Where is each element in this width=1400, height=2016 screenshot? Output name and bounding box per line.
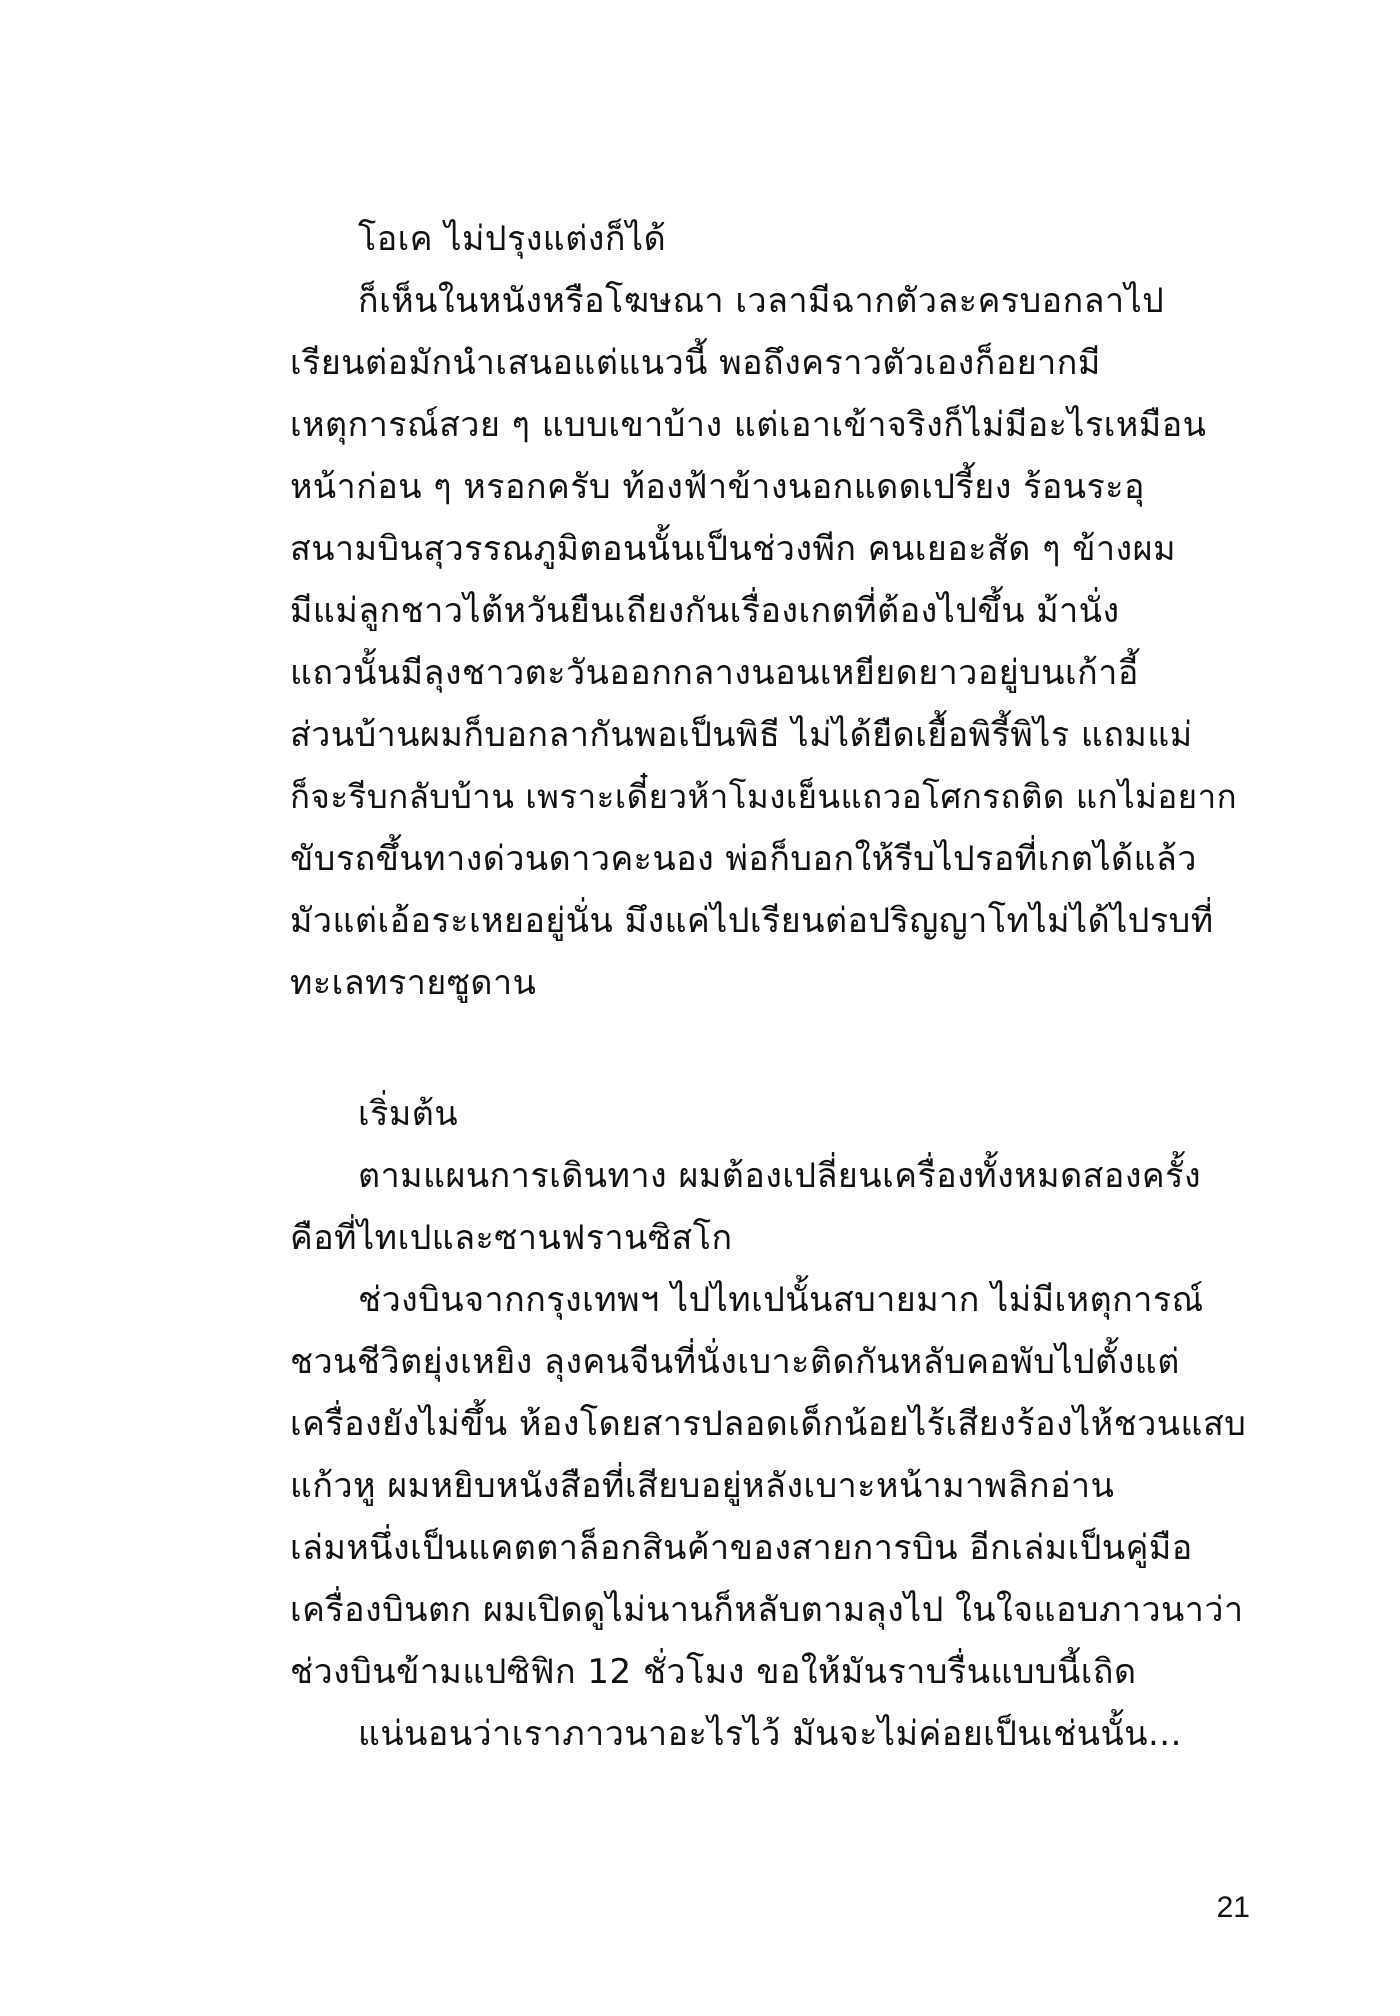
page-number: 21: [1216, 1891, 1250, 1924]
paragraph-line: ชวนชีวิตยุ่งเหยิง ลุงคนจีนที่นั่งเบาะติดกันหลับคอพับไปตั้งแต่: [290, 1342, 1180, 1382]
section-two-heading: เริ่มต้น: [358, 1094, 459, 1134]
paragraph-line: มีแม่ลูกชาวไต้หวันยืนเถียงกันเรื่องเกตที่ต้องไปขึ้น ม้านั่ง: [290, 591, 1120, 631]
paragraph-line: ก็เห็นในหนังหรือโฆษณา เวลามีฉากตัวละครบอกลาไป: [358, 281, 1165, 321]
paragraph-line: ทะเลทรายซูดาน: [290, 963, 537, 1003]
paragraph-line: คือที่ไทเปและซานฟรานซิสโก: [290, 1218, 733, 1258]
paragraph-line: ส่วนบ้านผมก็บอกลากันพอเป็นพิธี ไม่ได้ยืดเยื้อพิรี้พิไร แถมแม่: [290, 715, 1193, 755]
paragraph-line: ตามแผนการเดินทาง ผมต้องเปลี่ยนเครื่องทั้งหมดสองครั้ง: [358, 1156, 1202, 1196]
paragraph-line: สนามบินสุวรรณภูมิตอนนั้นเป็นช่วงพีก คนเยอะสัด ๆ ข้างผม: [290, 529, 1176, 569]
paragraph-line: ก็จะรีบกลับบ้าน เพราะเดี๋ยวห้าโมงเย็นแถวอโศกรถติด แกไม่อยาก: [290, 777, 1238, 816]
paragraph-line: เรียนต่อมักนำเสนอแต่แนวนี้ พอถึงคราวตัวเองก็อยากมี: [290, 343, 1101, 383]
section-one-heading: โอเค ไม่ปรุงแต่งก็ได้: [358, 219, 667, 259]
paragraph-line: ช่วงบินข้ามแปซิฟิก 12 ชั่วโมง ขอให้มันราบรื่นแบบนี้เถิด: [290, 1652, 1137, 1692]
paragraph-line: หน้าก่อน ๆ หรอกครับ ท้องฟ้าข้างนอกแดดเปรี้ยง ร้อนระอุ: [290, 467, 1145, 507]
paragraph-line: เครื่องบินตก ผมเปิดดูไม่นานก็หลับตามลุงไป ในใจแอบภาวนาว่า: [290, 1590, 1244, 1630]
paragraph-line: ขับรถขึ้นทางด่วนดาวคะนอง พ่อก็บอกให้รีบไปรอที่เกตได้แล้ว: [290, 839, 1197, 879]
paragraph-line: แน่นอนว่าเราภาวนาอะไรไว้ มันจะไม่ค่อยเป็นเช่นนั้น...: [358, 1714, 1182, 1754]
paragraph-line: เครื่องยังไม่ขึ้น ห้องโดยสารปลอดเด็กน้อยไร้เสียงร้องไห้ชวนแสบ: [290, 1404, 1247, 1444]
paragraph-line: เหตุการณ์สวย ๆ แบบเขาบ้าง แต่เอาเข้าจริงก็ไม่มีอะไรเหมือน: [290, 405, 1207, 445]
paragraph-line: แถวนั้นมีลุงชาวตะวันออกกลางนอนเหยียดยาวอยู่บนเก้าอี้: [290, 653, 1139, 693]
paragraph-line: ช่วงบินจากกรุงเทพฯ ไปไทเปนั้นสบายมาก ไม่มีเหตุการณ์: [358, 1280, 1204, 1320]
paragraph-line: เล่มหนึ่งเป็นแคตตาล็อกสินค้าของสายการบิน อีกเล่มเป็นคู่มือ: [290, 1528, 1193, 1568]
paragraph-line: แก้วหู ผมหยิบหนังสือที่เสียบอยู่หลังเบาะหน้ามาพลิกอ่าน: [290, 1466, 1115, 1506]
paragraph-line: มัวแต่เอ้อระเหยอยู่นั่น มึงแค่ไปเรียนต่อปริญญาโทไม่ได้ไปรบที่: [290, 901, 1214, 941]
